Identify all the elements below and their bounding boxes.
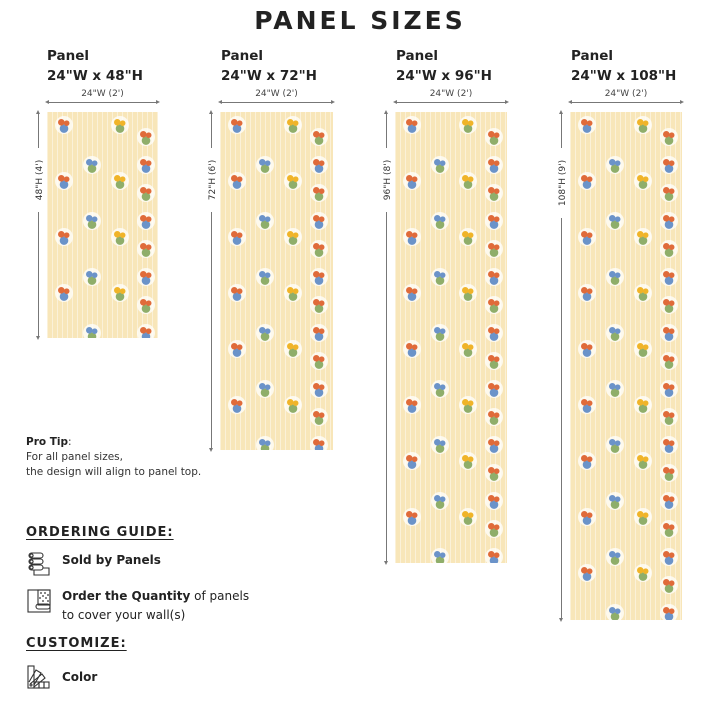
wallpaper-panel-108 bbox=[570, 112, 682, 620]
floral-motif bbox=[83, 324, 101, 338]
floral-motif bbox=[256, 156, 274, 174]
height-label: 108"H (9') bbox=[558, 148, 568, 218]
wallpaper-panel-48 bbox=[47, 112, 158, 338]
floral-motif bbox=[137, 240, 155, 258]
floral-motif bbox=[310, 184, 328, 202]
floral-motif bbox=[485, 520, 503, 538]
floral-motif bbox=[485, 492, 503, 510]
width-dimension-line bbox=[395, 102, 507, 103]
pro-tip-line-2: the design will align to panel top. bbox=[26, 466, 202, 478]
floral-motif bbox=[634, 116, 652, 134]
floral-motif bbox=[578, 396, 596, 414]
floral-motif bbox=[660, 380, 678, 398]
floral-motif bbox=[660, 156, 678, 174]
floral-motif bbox=[403, 396, 421, 414]
pro-tip-colon: : bbox=[68, 436, 72, 448]
floral-motif bbox=[485, 156, 503, 174]
floral-motif bbox=[228, 396, 246, 414]
floral-motif bbox=[403, 284, 421, 302]
floral-motif bbox=[111, 228, 129, 246]
floral-motif bbox=[403, 508, 421, 526]
floral-motif bbox=[578, 508, 596, 526]
floral-motif bbox=[485, 408, 503, 426]
width-dimension-line bbox=[47, 102, 158, 103]
ordering-guide-heading: ORDERING GUIDE: bbox=[26, 525, 174, 540]
floral-motif bbox=[485, 352, 503, 370]
floral-motif bbox=[431, 324, 449, 342]
floral-motif bbox=[485, 324, 503, 342]
floral-motif bbox=[403, 116, 421, 134]
floral-motif bbox=[284, 116, 302, 134]
floral-motif bbox=[310, 128, 328, 146]
floral-motif bbox=[578, 452, 596, 470]
floral-motif bbox=[228, 172, 246, 190]
floral-motif bbox=[256, 380, 274, 398]
floral-motif bbox=[137, 324, 155, 338]
panel-rolls-icon bbox=[26, 551, 52, 577]
floral-motif bbox=[660, 464, 678, 482]
page-title: PANEL SIZES bbox=[254, 6, 466, 35]
floral-motif bbox=[459, 508, 477, 526]
panel-label: Panel bbox=[47, 48, 90, 64]
pro-tip-heading: Pro Tip bbox=[26, 436, 69, 448]
floral-motif bbox=[660, 296, 678, 314]
pro-tip bbox=[26, 435, 201, 480]
floral-motif bbox=[485, 548, 503, 563]
panel-size: 24"W x 96"H bbox=[396, 68, 492, 84]
floral-motif bbox=[431, 380, 449, 398]
floral-motif bbox=[660, 520, 678, 538]
pro-tip-line-1: For all panel sizes, bbox=[26, 451, 123, 463]
floral-motif bbox=[606, 436, 624, 454]
floral-motif bbox=[403, 228, 421, 246]
floral-motif bbox=[55, 284, 73, 302]
guide-item-sold-by-panels bbox=[26, 551, 161, 577]
floral-motif bbox=[634, 284, 652, 302]
floral-motif bbox=[284, 340, 302, 358]
floral-motif bbox=[606, 380, 624, 398]
floral-motif bbox=[459, 172, 477, 190]
floral-motif bbox=[256, 268, 274, 286]
floral-motif bbox=[485, 212, 503, 230]
floral-motif bbox=[111, 172, 129, 190]
floral-motif bbox=[660, 408, 678, 426]
floral-motif bbox=[83, 212, 101, 230]
floral-motif bbox=[578, 228, 596, 246]
wallpaper-wall-icon bbox=[26, 587, 52, 613]
floral-motif bbox=[310, 212, 328, 230]
floral-motif bbox=[459, 452, 477, 470]
floral-motif bbox=[83, 268, 101, 286]
color-swatch-icon bbox=[26, 664, 52, 690]
floral-motif bbox=[310, 408, 328, 426]
floral-motif bbox=[310, 268, 328, 286]
floral-motif bbox=[660, 184, 678, 202]
floral-motif bbox=[606, 604, 624, 620]
floral-motif bbox=[578, 284, 596, 302]
panel-size: 24"W x 72"H bbox=[221, 68, 317, 84]
panel-size: 24"W x 48"H bbox=[47, 68, 143, 84]
order-quantity-line2: to cover your wall(s) bbox=[62, 608, 186, 622]
order-quantity-rest: of panels bbox=[190, 589, 250, 603]
floral-motif bbox=[485, 380, 503, 398]
floral-motif bbox=[228, 340, 246, 358]
floral-motif bbox=[660, 436, 678, 454]
floral-motif bbox=[660, 492, 678, 510]
width-dimension-line bbox=[220, 102, 333, 103]
floral-motif bbox=[660, 212, 678, 230]
floral-motif bbox=[459, 116, 477, 134]
floral-motif bbox=[284, 172, 302, 190]
guide-item-order-quantity bbox=[26, 587, 249, 625]
wallpaper-panel-72 bbox=[220, 112, 333, 450]
floral-motif bbox=[660, 324, 678, 342]
floral-motif bbox=[459, 396, 477, 414]
floral-motif bbox=[83, 156, 101, 174]
floral-motif bbox=[606, 268, 624, 286]
width-label: 24"W (2') bbox=[81, 89, 124, 99]
floral-motif bbox=[310, 436, 328, 450]
floral-motif bbox=[578, 116, 596, 134]
height-label: 72"H (6') bbox=[208, 148, 218, 212]
floral-motif bbox=[310, 156, 328, 174]
floral-motif bbox=[284, 228, 302, 246]
floral-motif bbox=[606, 492, 624, 510]
floral-motif bbox=[578, 340, 596, 358]
floral-motif bbox=[431, 212, 449, 230]
floral-motif bbox=[606, 156, 624, 174]
floral-motif bbox=[660, 576, 678, 594]
floral-motif bbox=[284, 284, 302, 302]
floral-motif bbox=[55, 116, 73, 134]
floral-motif bbox=[228, 228, 246, 246]
height-dimension-line bbox=[38, 112, 39, 338]
floral-motif bbox=[310, 296, 328, 314]
floral-motif bbox=[634, 228, 652, 246]
floral-motif bbox=[310, 352, 328, 370]
floral-motif bbox=[403, 172, 421, 190]
floral-motif bbox=[459, 284, 477, 302]
floral-motif bbox=[485, 184, 503, 202]
panel-label: Panel bbox=[571, 48, 614, 64]
floral-motif bbox=[403, 340, 421, 358]
customize-item-color[interactable] bbox=[26, 664, 97, 690]
color-label: Color bbox=[62, 670, 98, 684]
floral-motif bbox=[634, 508, 652, 526]
floral-motif bbox=[606, 212, 624, 230]
floral-motif bbox=[660, 268, 678, 286]
floral-motif bbox=[634, 452, 652, 470]
floral-motif bbox=[485, 240, 503, 258]
floral-motif bbox=[403, 452, 421, 470]
floral-motif bbox=[431, 436, 449, 454]
floral-motif bbox=[256, 436, 274, 450]
wallpaper-panel-96 bbox=[395, 112, 507, 563]
width-label: 24"W (2') bbox=[429, 89, 473, 99]
width-label: 24"W (2') bbox=[604, 89, 648, 99]
floral-motif bbox=[459, 228, 477, 246]
floral-motif bbox=[660, 352, 678, 370]
panel-label: Panel bbox=[221, 48, 264, 64]
floral-motif bbox=[660, 240, 678, 258]
floral-motif bbox=[137, 184, 155, 202]
floral-motif bbox=[137, 156, 155, 174]
floral-motif bbox=[660, 604, 678, 620]
height-label: 48"H (4') bbox=[35, 148, 45, 212]
floral-motif bbox=[485, 268, 503, 286]
sold-by-panels-text: Sold by Panels bbox=[62, 553, 161, 567]
order-quantity-bold: Order the Quantity bbox=[62, 589, 191, 603]
floral-motif bbox=[431, 156, 449, 174]
floral-motif bbox=[606, 324, 624, 342]
floral-motif bbox=[431, 268, 449, 286]
floral-motif bbox=[634, 564, 652, 582]
floral-motif bbox=[137, 128, 155, 146]
floral-motif bbox=[578, 564, 596, 582]
height-label: 96"H (8') bbox=[383, 148, 393, 212]
floral-motif bbox=[310, 240, 328, 258]
floral-motif bbox=[228, 284, 246, 302]
floral-motif bbox=[578, 172, 596, 190]
floral-motif bbox=[55, 228, 73, 246]
floral-motif bbox=[284, 396, 302, 414]
floral-motif bbox=[137, 296, 155, 314]
floral-motif bbox=[634, 172, 652, 190]
floral-motif bbox=[111, 284, 129, 302]
floral-motif bbox=[485, 464, 503, 482]
panel-label: Panel bbox=[396, 48, 439, 64]
floral-motif bbox=[485, 436, 503, 454]
floral-motif bbox=[256, 212, 274, 230]
floral-motif bbox=[137, 212, 155, 230]
customize-heading: CUSTOMIZE: bbox=[26, 636, 127, 651]
floral-motif bbox=[431, 548, 449, 563]
floral-motif bbox=[660, 548, 678, 566]
floral-motif bbox=[485, 296, 503, 314]
floral-motif bbox=[310, 324, 328, 342]
floral-motif bbox=[634, 396, 652, 414]
floral-motif bbox=[660, 128, 678, 146]
floral-motif bbox=[256, 324, 274, 342]
floral-motif bbox=[459, 340, 477, 358]
floral-motif bbox=[431, 492, 449, 510]
floral-motif bbox=[137, 268, 155, 286]
floral-motif bbox=[606, 548, 624, 566]
width-dimension-line bbox=[570, 102, 682, 103]
floral-motif bbox=[111, 116, 129, 134]
floral-motif bbox=[55, 172, 73, 190]
floral-motif bbox=[634, 340, 652, 358]
panel-size: 24"W x 108"H bbox=[571, 68, 677, 84]
floral-motif bbox=[310, 380, 328, 398]
width-label: 24"W (2') bbox=[255, 89, 298, 99]
floral-motif bbox=[485, 128, 503, 146]
floral-motif bbox=[228, 116, 246, 134]
